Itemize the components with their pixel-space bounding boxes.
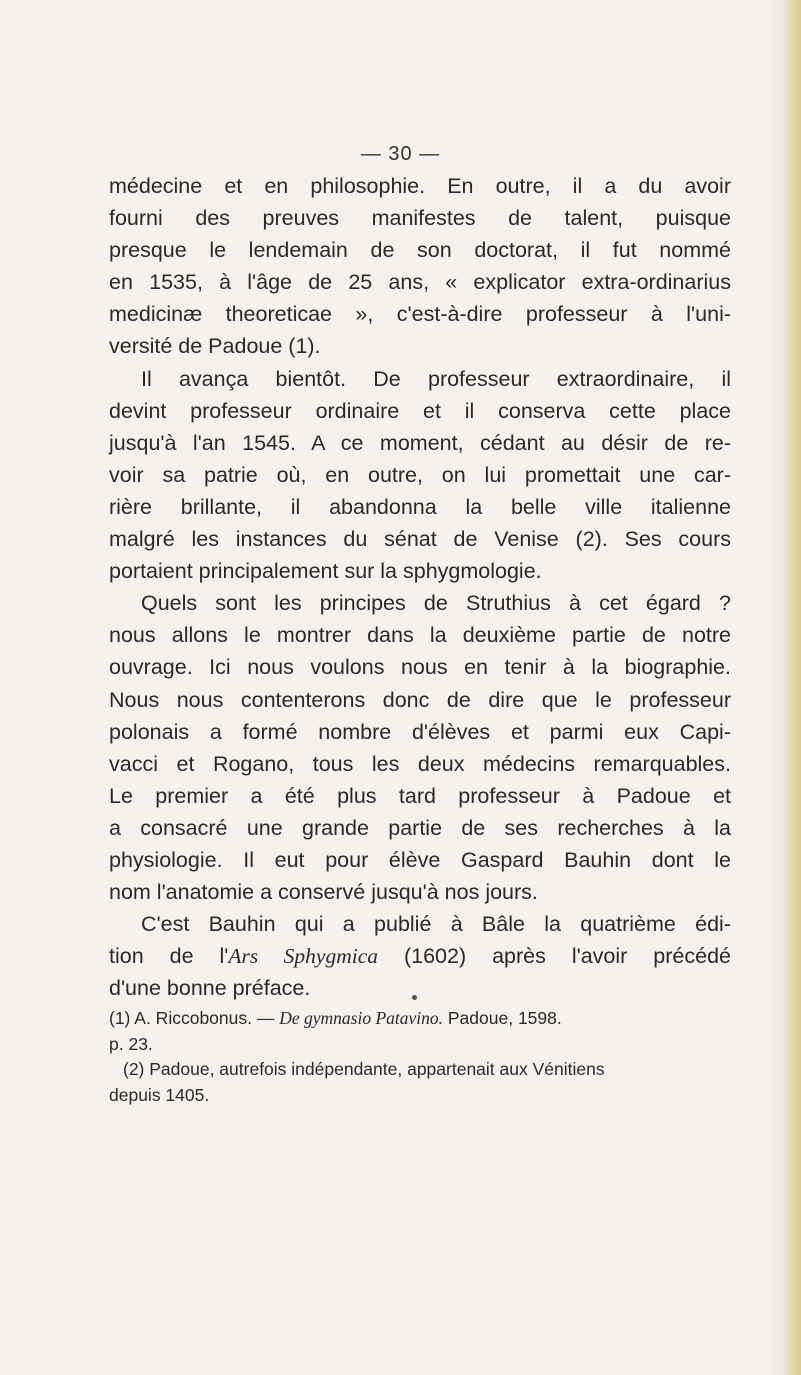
text-line: polonais a formé nombre d'élèves et parmi eux Capi-	[109, 719, 731, 744]
footnote-1	[109, 1006, 731, 1032]
text-line: Nous nous contenterons donc de dire que le professeur	[109, 687, 731, 712]
text-line: médecine et en philosophie. En outre, il a du avoir	[109, 174, 731, 198]
text-line: d'une bonne préface.	[109, 976, 311, 1001]
text-line: malgré les instances du sénat de Venise (2). Ses cours	[109, 527, 731, 552]
text-line: voir sa patrie où, en outre, on lui promettait une car-	[109, 462, 731, 487]
footnote-2-continuation: depuis 1405.	[109, 1084, 210, 1105]
footnotes-block	[109, 1006, 731, 1108]
text-line: portaient principalement sur la sphygmologie.	[109, 559, 542, 584]
separator-dot	[412, 995, 417, 1000]
text-line: Quels sont les principes de Struthius à cet égard ?	[141, 591, 731, 616]
book-title-ars-sphygmica: Ars Sphygmica	[228, 944, 378, 969]
text-fragment: (1602) après l'avoir précédé	[377, 944, 731, 969]
text-line: rière brillante, il abandonna la belle ville italienne	[109, 494, 731, 519]
text-line: versité de Padoue (1).	[109, 334, 321, 359]
text-line: nom l'anatomie a conservé jusqu'à nos jours.	[109, 880, 538, 905]
text-line: physiologie. Il eut pour élève Gaspard Bauhin dont le	[109, 847, 731, 872]
text-line-with-title	[109, 940, 731, 972]
text-line: vacci et Rogano, tous les deux médecins remarquables.	[109, 751, 731, 776]
text-line: a consacré une grande partie de ses recherches à la	[109, 815, 731, 840]
text-line: devint professeur ordinaire et il conserva cette place	[109, 398, 731, 423]
text-line: Le premier a été plus tard professeur à Padoue et	[109, 783, 731, 808]
text-line: ouvrage. Ici nous voulons nous en tenir à la biographie.	[109, 655, 731, 680]
footnote-text: Padoue, 1598.	[443, 1008, 562, 1028]
footnote-text: (1) A. Riccobonus. —	[109, 1008, 280, 1028]
footnote-title: De gymnasio Patavino.	[279, 1008, 444, 1028]
text-line: fourni des preuves manifestes de talent, puisque	[109, 206, 731, 231]
text-line: medicinæ theoreticae », c'est-à-dire professeur à l'uni-	[109, 302, 731, 327]
footnote-2: (2) Padoue, autrefois indépendante, appartenait aux Vénitiens	[123, 1059, 605, 1079]
text-line: jusqu'à l'an 1545. A ce moment, cédant au désir de re-	[109, 430, 731, 455]
text-line: nous allons le montrer dans la deuxième partie de notre	[109, 623, 731, 648]
text-fragment: tion de l'	[109, 944, 229, 969]
text-line: en 1535, à l'âge de 25 ans, « explicator extra-ordinarius	[109, 270, 731, 295]
text-line: Il avança bientôt. De professeur extraordinaire, il	[141, 366, 731, 391]
text-line: C'est Bauhin qui a publié à Bâle la quatrième édi-	[141, 912, 731, 937]
text-line: presque le lendemain de son doctorat, il fut nommé	[109, 238, 731, 263]
main-text-block	[109, 170, 731, 1004]
page-number: — 30 —	[360, 143, 441, 165]
footnote-1-continuation: p. 23.	[109, 1033, 153, 1054]
page-edge-shadow	[785, 0, 801, 1375]
